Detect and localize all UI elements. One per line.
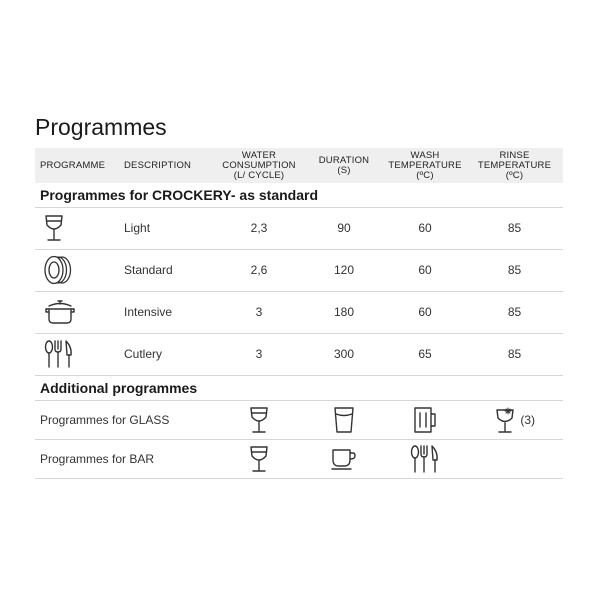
additional-programme-label: Programmes for GLASS bbox=[35, 400, 214, 439]
table-row bbox=[35, 439, 563, 478]
header-duration bbox=[304, 148, 384, 183]
programme-icon-cell bbox=[35, 249, 119, 291]
rinse-temp-value: 85 bbox=[466, 291, 563, 333]
water-value: 2,6 bbox=[214, 249, 304, 291]
table-row bbox=[35, 400, 563, 439]
header-water-line-3: (L/ CYCLE) bbox=[233, 169, 285, 181]
sparkle-glass-icon bbox=[494, 406, 516, 434]
additional-programme-label: Programmes for BAR bbox=[35, 439, 214, 478]
wine-glass-icon bbox=[248, 406, 270, 434]
plates-icon bbox=[43, 255, 75, 285]
rinse-temp-value: 85 bbox=[466, 333, 563, 375]
additional-icon-cell bbox=[214, 439, 304, 478]
additional-section-row bbox=[35, 375, 563, 400]
wine-glass-icon bbox=[248, 445, 270, 473]
wash-temp-value: 60 bbox=[384, 207, 466, 249]
programme-icon-cell bbox=[35, 333, 119, 375]
cutlery-icon bbox=[409, 444, 441, 474]
header-description: DESCRIPTION bbox=[124, 159, 192, 171]
table-row bbox=[35, 249, 563, 291]
duration-value: 120 bbox=[304, 249, 384, 291]
additional-icon-cell bbox=[304, 439, 384, 478]
header-rinse bbox=[466, 148, 563, 183]
table-row bbox=[35, 333, 563, 375]
duration-value: 180 bbox=[304, 291, 384, 333]
programme-icon-cell bbox=[35, 291, 119, 333]
coffee-cup-icon bbox=[330, 446, 358, 472]
cutlery-icon bbox=[43, 339, 75, 369]
crockery-section-heading: Programmes for CROCKERY- as standard bbox=[35, 183, 563, 207]
header-rinse-line-1: RINSE bbox=[499, 149, 530, 161]
header-wash bbox=[384, 148, 466, 183]
additional-section-heading: Additional programmes bbox=[35, 375, 563, 400]
crockery-section-row bbox=[35, 183, 563, 207]
header-wash-line-1: WASH bbox=[410, 149, 440, 161]
table-row bbox=[35, 291, 563, 333]
header-water-line-1: WATER bbox=[241, 149, 277, 161]
water-value: 3 bbox=[214, 291, 304, 333]
glass-note: (3) bbox=[520, 412, 535, 427]
header-rinse-line-2: TEMPERATURE bbox=[477, 159, 552, 171]
tumbler-glass-icon bbox=[333, 406, 355, 434]
additional-icon-cell bbox=[304, 400, 384, 439]
header-rinse-line-3: (ºC) bbox=[505, 169, 524, 181]
additional-icon-cell bbox=[466, 400, 563, 439]
programme-description: Cutlery bbox=[119, 333, 214, 375]
rinse-temp-value: 85 bbox=[466, 249, 563, 291]
duration-value: 90 bbox=[304, 207, 384, 249]
water-value: 3 bbox=[214, 333, 304, 375]
header-wash-line-2: TEMPERATURE bbox=[388, 159, 462, 171]
duration-value: 300 bbox=[304, 333, 384, 375]
wash-temp-value: 60 bbox=[384, 291, 466, 333]
header-duration-line-2: (S) bbox=[337, 164, 351, 176]
programmes-sheet bbox=[35, 112, 563, 479]
wine-glass-icon bbox=[43, 214, 65, 242]
wash-temp-value: 65 bbox=[384, 333, 466, 375]
beer-mug-icon bbox=[412, 406, 438, 434]
wash-temp-value: 60 bbox=[384, 249, 466, 291]
water-value: 2,3 bbox=[214, 207, 304, 249]
programmes-table bbox=[35, 148, 563, 479]
table-row bbox=[35, 207, 563, 249]
rinse-temp-value: 85 bbox=[466, 207, 563, 249]
header-water bbox=[214, 148, 304, 183]
additional-icon-cell bbox=[214, 400, 304, 439]
page-title: Programmes bbox=[35, 114, 167, 140]
programme-icon-cell bbox=[35, 207, 119, 249]
additional-icon-cell bbox=[384, 400, 466, 439]
pot-icon bbox=[43, 298, 77, 326]
header-row bbox=[35, 148, 563, 183]
additional-icon-cell bbox=[384, 439, 466, 478]
header-programme: PROGRAMME bbox=[40, 159, 106, 171]
programme-description: Intensive bbox=[119, 291, 214, 333]
header-wash-line-3: (ºC) bbox=[416, 169, 434, 181]
empty-cell bbox=[466, 439, 563, 478]
header-duration-line-1: DURATION bbox=[318, 154, 370, 166]
programme-description: Standard bbox=[119, 249, 214, 291]
header-water-line-2: CONSUMPTION bbox=[222, 159, 296, 171]
programme-description: Light bbox=[119, 207, 214, 249]
